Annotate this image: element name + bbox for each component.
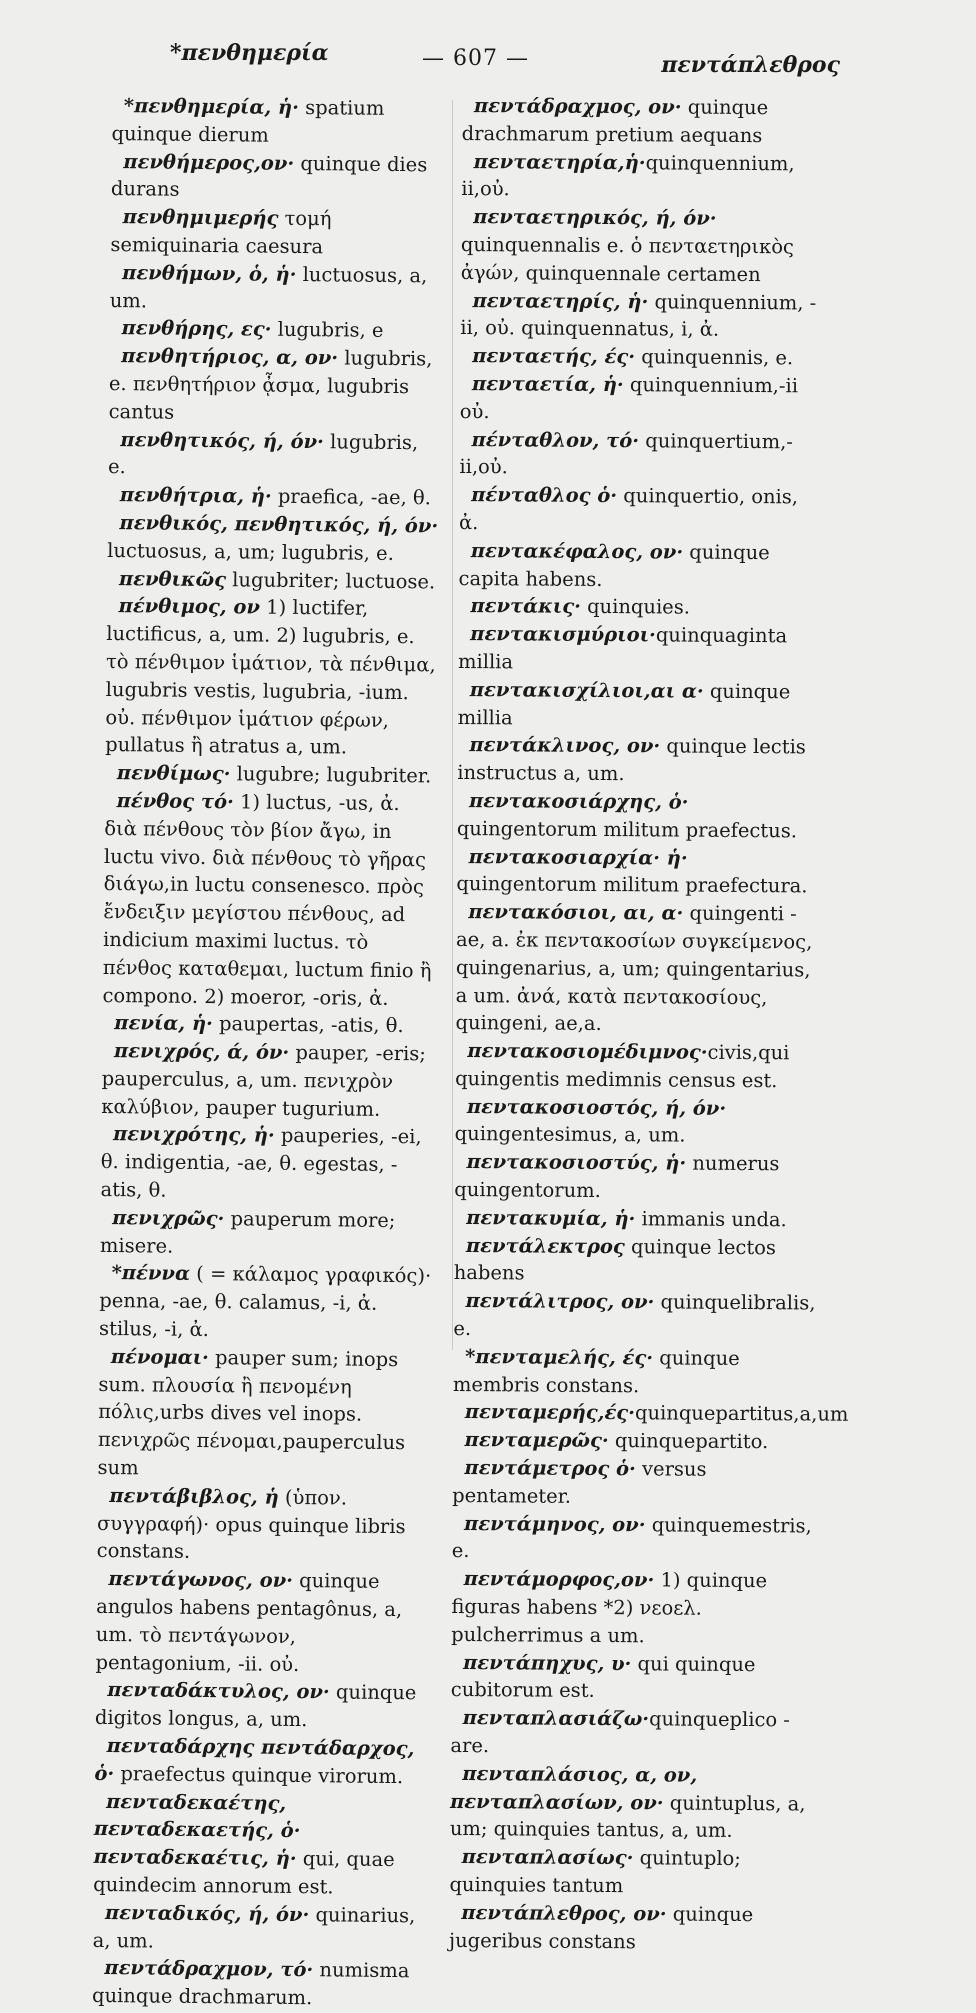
- entry-headword: πενταετηρίς, ἡ·: [472, 288, 649, 313]
- header-left-guideword: *πενθημερία: [170, 40, 329, 66]
- entry-headword: πενταμερής,ές·: [464, 1400, 636, 1425]
- entry-headword: πεντάγωνος, ον·: [108, 1567, 294, 1593]
- entry-headword: πεντακισχίλιοι,αι α·: [469, 677, 704, 703]
- dictionary-entry: [458, 592, 820, 622]
- entry-headword: πενιχρῶς·: [112, 1205, 225, 1231]
- dictionary-entry: [110, 203, 444, 262]
- entry-headword: πένθιμος, ον: [118, 594, 261, 619]
- dictionary-entry: [99, 1259, 433, 1346]
- dictionary-entry: [452, 1454, 814, 1512]
- dictionary-entry: [95, 1565, 429, 1680]
- entry-definition: quinque dies durans: [110, 151, 428, 202]
- entry-definition: quinquennis, e.: [634, 345, 794, 370]
- entry-definition: quinarius, a, um.: [92, 1902, 416, 1953]
- entry-headword: πενιχρότης, ἡ·: [112, 1122, 275, 1148]
- entry-definition: quinque angulos habens pentagônus, a, um. τὸ πεντάγωνον, pentagonium, -ii. οὐ.: [95, 1569, 403, 1676]
- entry-headword: πεντακοσιάρχης, ὁ·: [468, 788, 689, 814]
- entry-definition: quinqueplico -are.: [450, 1707, 791, 1758]
- entry-definition: pauper, -eris; pauperculus, a, um. πενιχρὸν καλύβιον, pauper tugurium.: [101, 1041, 427, 1121]
- entry-headword: πεντάλιτρος, ον·: [465, 1289, 655, 1314]
- dictionary-entry: [111, 92, 445, 151]
- entry-headword: πεντάμορφος,ον·: [463, 1567, 655, 1592]
- dictionary-entry: [459, 537, 821, 595]
- entry-headword: πένταθλον, τό·: [471, 427, 640, 452]
- entry-definition: quinque lectis instructus a, um.: [457, 734, 806, 786]
- entry-definition: quingentesimus, a, um.: [454, 1122, 686, 1148]
- entry-definition: (ὑπον. συγγραφή)· opus quinque libris constans.: [96, 1485, 406, 1564]
- dictionary-entry: [454, 1204, 816, 1234]
- entry-headword: πενταδάρχης πεντάδαρχος, ὁ·: [94, 1734, 415, 1785]
- dictionary-entry: [107, 509, 441, 568]
- entry-definition: quinquepartito.: [608, 1429, 769, 1454]
- entry-definition: 1) luctifer, luctificus, a, um. 2) lugubris, e. τὸ πένθιμον ἱμάτιον, τὰ πένθιμα, lugubris vestis, lugubria, -ium. οὐ. πένθιμον ἱμάτιον φέρων, pullatus ἢ atratus a, um.: [105, 595, 436, 759]
- entry-headword: πεντάβιβλος, ἡ: [109, 1483, 279, 1509]
- header-right-guideword: πεντάπλεθρος: [661, 52, 840, 78]
- entry-headword: *πενταμελής, ές·: [465, 1344, 654, 1370]
- dictionary-entry: [456, 842, 818, 900]
- entry-headword: πεντάδραχμον, τό·: [104, 1956, 314, 1982]
- dictionary-entry: [109, 314, 442, 345]
- dictionary-entry: [450, 1760, 813, 1846]
- entry-headword: πενταπλασίως·: [461, 1845, 634, 1870]
- dictionary-entry: [95, 1676, 429, 1735]
- entry-definition: numisma quinque drachmarum.: [91, 1958, 410, 2010]
- entry-definition: quinquennalis e. ὁ πενταετηρικὸς ἀγών, quinquennale certamen: [460, 232, 794, 286]
- dictionary-entry: [450, 1704, 812, 1762]
- dictionary-entry: [460, 342, 822, 372]
- entry-definition: lugubriter; luctuose.: [225, 567, 436, 593]
- entry-definition: quingentorum militum praefectura.: [456, 872, 808, 898]
- dictionary-entry: [460, 287, 822, 345]
- entry-definition: quinquennium, -ii, οὐ. quinquennatus, i, ἀ.: [460, 289, 817, 342]
- entry-definition: quinque lectos habens: [453, 1234, 777, 1285]
- entry-definition: ( = κάλαμος γραφικός)· penna, -ae, θ. calamus, -i, ἀ. stilus, -i, ἀ.: [98, 1262, 432, 1342]
- entry-definition: pauperies, -ei, θ. indigentia, -ae, θ. egestas, -atis, θ.: [100, 1124, 422, 1202]
- entry-definition: quinquies.: [580, 595, 691, 619]
- dictionary-entry: [101, 1037, 435, 1124]
- entry-definition: quinquennium,-ii οὐ.: [459, 373, 799, 423]
- entry-headword: πενθήμων, ὁ, ἡ·: [121, 260, 297, 286]
- entry-headword: πεντακοσιαρχία· ἡ·: [468, 844, 688, 870]
- entry-headword: πένομαι·: [110, 1344, 210, 1369]
- dictionary-entry: [461, 203, 824, 289]
- entry-definition: quinquemestris, e.: [451, 1512, 812, 1563]
- entry-definition: luctuosus, a, um; lugubris, e.: [107, 538, 394, 565]
- entry-definition: spatium quinque dierum: [111, 95, 385, 147]
- entry-definition: pauperum more; misere.: [99, 1207, 396, 1258]
- entry-headword: πενταδάκτυλος, ον·: [107, 1678, 330, 1704]
- entry-headword: πεντακόσιοι, αι, α·: [468, 900, 684, 925]
- entry-definition: luctuosus, a, um.: [109, 262, 428, 312]
- dictionary-entry: [457, 787, 819, 845]
- entry-headword: πενταετής, ές·: [472, 344, 636, 369]
- entry-definition: lugubris, e: [271, 318, 384, 343]
- dictionary-entry: [459, 426, 821, 484]
- entry-headword: πεντάπλεθρος, ον·: [461, 1900, 667, 1926]
- entry-headword: πενθητικός, ή, όν·: [120, 427, 325, 453]
- entry-definition: quinquennium, ii,οὐ.: [461, 150, 795, 201]
- entry-headword: πεντάκλινος, ον·: [469, 733, 661, 758]
- entry-headword: πενθικός, πενθητικός, ή, όν·: [119, 511, 439, 538]
- dictionary-entry: [92, 1899, 426, 1958]
- entry-definition: 1) luctus, -us, ἀ. διὰ πένθους τὸν βίον ἄγω, in luctu vivo. διὰ πένθους τὸ γῆρας διάγω,in luctu consenesco. πρὸς ἔνδειξιν μεγίστου πένθους, ad indicium maximi luctus. τὸ πένθος καταθεμαι, luctum finio ἢ compono. 2) moeror, -oris, ἀ.: [102, 790, 432, 1010]
- dictionary-entry: [449, 1843, 811, 1901]
- dictionary-entry: [453, 1398, 849, 1428]
- entry-definition: lugubre; lugubriter.: [230, 762, 432, 788]
- entry-headword: πενθήμερος,ον·: [123, 149, 295, 175]
- entry-definition: praefica, -ae, θ.: [271, 484, 432, 510]
- page-number: — 607 —: [422, 46, 529, 71]
- entry-definition: quingentorum militum praefectus.: [456, 816, 798, 843]
- entry-definition: civis,qui quingentis medimnis census est.: [455, 1040, 790, 1093]
- entry-definition: immanis unda.: [635, 1207, 787, 1232]
- entry-headword: πεντάδραχμος, ον·: [473, 94, 682, 119]
- entry-headword: πενθήρης, ες·: [121, 316, 272, 342]
- dictionary-entry: [111, 148, 445, 207]
- entry-definition: qui quinque cubitorum est.: [450, 1651, 756, 1703]
- entry-headword: πεντάμηνος, ον·: [463, 1511, 646, 1536]
- entry-definition: lugubris, e.: [107, 429, 419, 479]
- entry-definition: quinque digitos longus, a, um.: [94, 1680, 417, 1732]
- entry-definition: paupertas, -atis, θ.: [212, 1012, 404, 1038]
- dictionary-entry: [102, 1009, 435, 1040]
- entry-headword: πενθίμως·: [116, 761, 231, 786]
- entry-definition: quinque jugeribus constans: [449, 1902, 754, 1953]
- dictionary-entry: [102, 787, 437, 1013]
- entry-definition: quinquepartitus,a,um: [634, 1401, 849, 1427]
- entry-headword: πενταδεκαέτης, πενταδεκαετής, ὁ· πενταδεκαέτις, ἡ·: [93, 1789, 301, 1871]
- dictionary-entry: [454, 1232, 816, 1290]
- dictionary-entry: [105, 759, 438, 790]
- entry-headword: πεντακοσιομέδιμνος·: [467, 1039, 708, 1064]
- entry-headword: πεντάλεκτρος: [465, 1233, 625, 1258]
- dictionary-entry: [457, 731, 819, 789]
- entry-headword: πενθημιμερής: [122, 205, 279, 230]
- entry-headword: πενταετηρία,ἡ·: [473, 149, 646, 174]
- dictionary-entry: [454, 1148, 816, 1206]
- entry-headword: πεντακοσιοστός, ή, όν·: [466, 1094, 727, 1120]
- dictionary-entry: [92, 1954, 426, 2013]
- entry-definition: quinque millia: [457, 679, 791, 729]
- dictionary-entry: [97, 1343, 431, 1485]
- entry-headword: πεντακυμία, ἡ·: [466, 1205, 636, 1231]
- dictionary-entry: [108, 426, 442, 485]
- dictionary-entry: [455, 1037, 817, 1095]
- dictionary-entry: [458, 620, 820, 678]
- entry-headword: πεντακισμύριοι·: [470, 622, 656, 647]
- entry-definition: quinquaginta millia: [457, 623, 788, 674]
- entry-definition: τομή semiquinaria caesura: [110, 206, 332, 259]
- entry-definition: quingenti -ae, a. ἐκ πεντακοσίων συγκείμενος, quingenarius, a, um; quingentarius, a um. ἀνά, κατὰ πεντακοσίους, quingeni, ae,a.: [455, 901, 813, 1036]
- entry-headword: πεντάμετρος ὁ·: [464, 1456, 636, 1481]
- entry-headword: πεντακέφαλος, ον·: [470, 538, 684, 564]
- dictionary-entry: [461, 148, 823, 206]
- dictionary-entry: [453, 1343, 815, 1401]
- entry-headword: πεντάπηχυς, υ·: [462, 1650, 632, 1675]
- entry-headword: πενταετηρικός, ή, όν·: [473, 205, 717, 230]
- entry-headword: πενιχρός, ά, όν·: [113, 1039, 290, 1065]
- page-header: [160, 40, 860, 80]
- entry-definition: quinquelibralis, e.: [453, 1290, 816, 1341]
- entry-headword: πεντάκις·: [470, 594, 581, 619]
- dictionary-entry: [94, 1732, 428, 1791]
- dictionary-entry: [455, 1093, 817, 1151]
- dictionary-entry: [100, 1204, 434, 1263]
- dictionary-entry: [449, 1899, 811, 1957]
- entry-definition: qui, quae quindecim annorum est.: [93, 1847, 395, 1899]
- entry-headword: πενταπλάσιος, α, ον, πενταπλασίων, ον·: [449, 1761, 698, 1815]
- dictionary-entry: [459, 481, 821, 539]
- entry-definition: 1) quinque figuras habens *2) νεοελ. pulcherrimus a um.: [451, 1568, 768, 1648]
- entry-definition: quintuplus, a, um; quinquies tantus, a, um.: [449, 1791, 806, 1843]
- entry-headword: πενθήτρια, ἡ·: [119, 483, 272, 508]
- dictionary-entry: [452, 1510, 814, 1568]
- entry-headword: πενία, ἡ·: [114, 1011, 214, 1036]
- dictionary-entry: [453, 1287, 815, 1345]
- dictionary-entry: [460, 370, 822, 428]
- entry-definition: numerus quingentorum.: [454, 1151, 780, 1203]
- left-column: [92, 92, 445, 2013]
- entry-definition: pauper sum; inops sum. πλουσία ἢ πενομένη πόλις,urbs dives vel inops. πενιχρῶς πένομαι,pauperculus sum: [97, 1345, 406, 1480]
- entry-headword: πενθικῶς: [118, 566, 227, 591]
- column-divider: [452, 100, 453, 1350]
- entry-definition: quinque drachmarum pretium aequans: [461, 95, 769, 147]
- entry-definition: praefectus quinque virorum.: [114, 1761, 404, 1788]
- entry-definition: quinquertium,-ii,οὐ.: [459, 428, 794, 479]
- dictionary-entry: [451, 1649, 813, 1707]
- entry-headword: *πέννα: [111, 1261, 191, 1286]
- entry-headword: πένταθλος ὁ·: [471, 483, 618, 508]
- dictionary-entry: [462, 92, 824, 150]
- dictionary-entry: [97, 1482, 431, 1569]
- dictionary-entry: [108, 481, 441, 512]
- dictionary-entry: [107, 565, 440, 596]
- dictionary-entry: [93, 1788, 427, 1903]
- entry-definition: lugubris, e. πενθητήριον ᾆσμα, lugubris cantus: [108, 346, 433, 424]
- dictionary-entry: [451, 1565, 814, 1651]
- entry-headword: πενταετία, ἡ·: [471, 372, 624, 397]
- entry-headword: *πενθημερία, ἡ·: [123, 94, 300, 119]
- entry-definition: quinquertio, onis, ἀ.: [458, 484, 799, 535]
- right-column: [449, 92, 849, 1957]
- entry-definition: quintuplo; quinquies tantum: [449, 1846, 742, 1898]
- dictionary-entry: [100, 1120, 434, 1207]
- entry-headword: πένθος τό·: [116, 789, 234, 814]
- entry-headword: πενταμερῶς·: [464, 1428, 609, 1453]
- dictionary-entry: [458, 676, 820, 734]
- entry-definition: quinque capita habens.: [458, 540, 770, 591]
- dictionary-entry: [109, 342, 443, 429]
- entry-headword: πενταπλασιάζω·: [462, 1706, 650, 1731]
- entry-headword: πενταδικός, ή, όν·: [104, 1900, 310, 1926]
- dictionary-entry: [110, 259, 444, 318]
- entry-headword: πενθητήριος, α, ον·: [121, 344, 339, 370]
- dictionary-entry: [455, 898, 818, 1040]
- entry-headword: πεντακοσιοστύς, ἡ·: [466, 1150, 687, 1175]
- dictionary-entry: [105, 592, 440, 762]
- entry-definition: versus pentameter.: [452, 1457, 707, 1508]
- dictionary-entry: [452, 1426, 814, 1456]
- entry-definition: quinque membris constans.: [452, 1346, 740, 1397]
